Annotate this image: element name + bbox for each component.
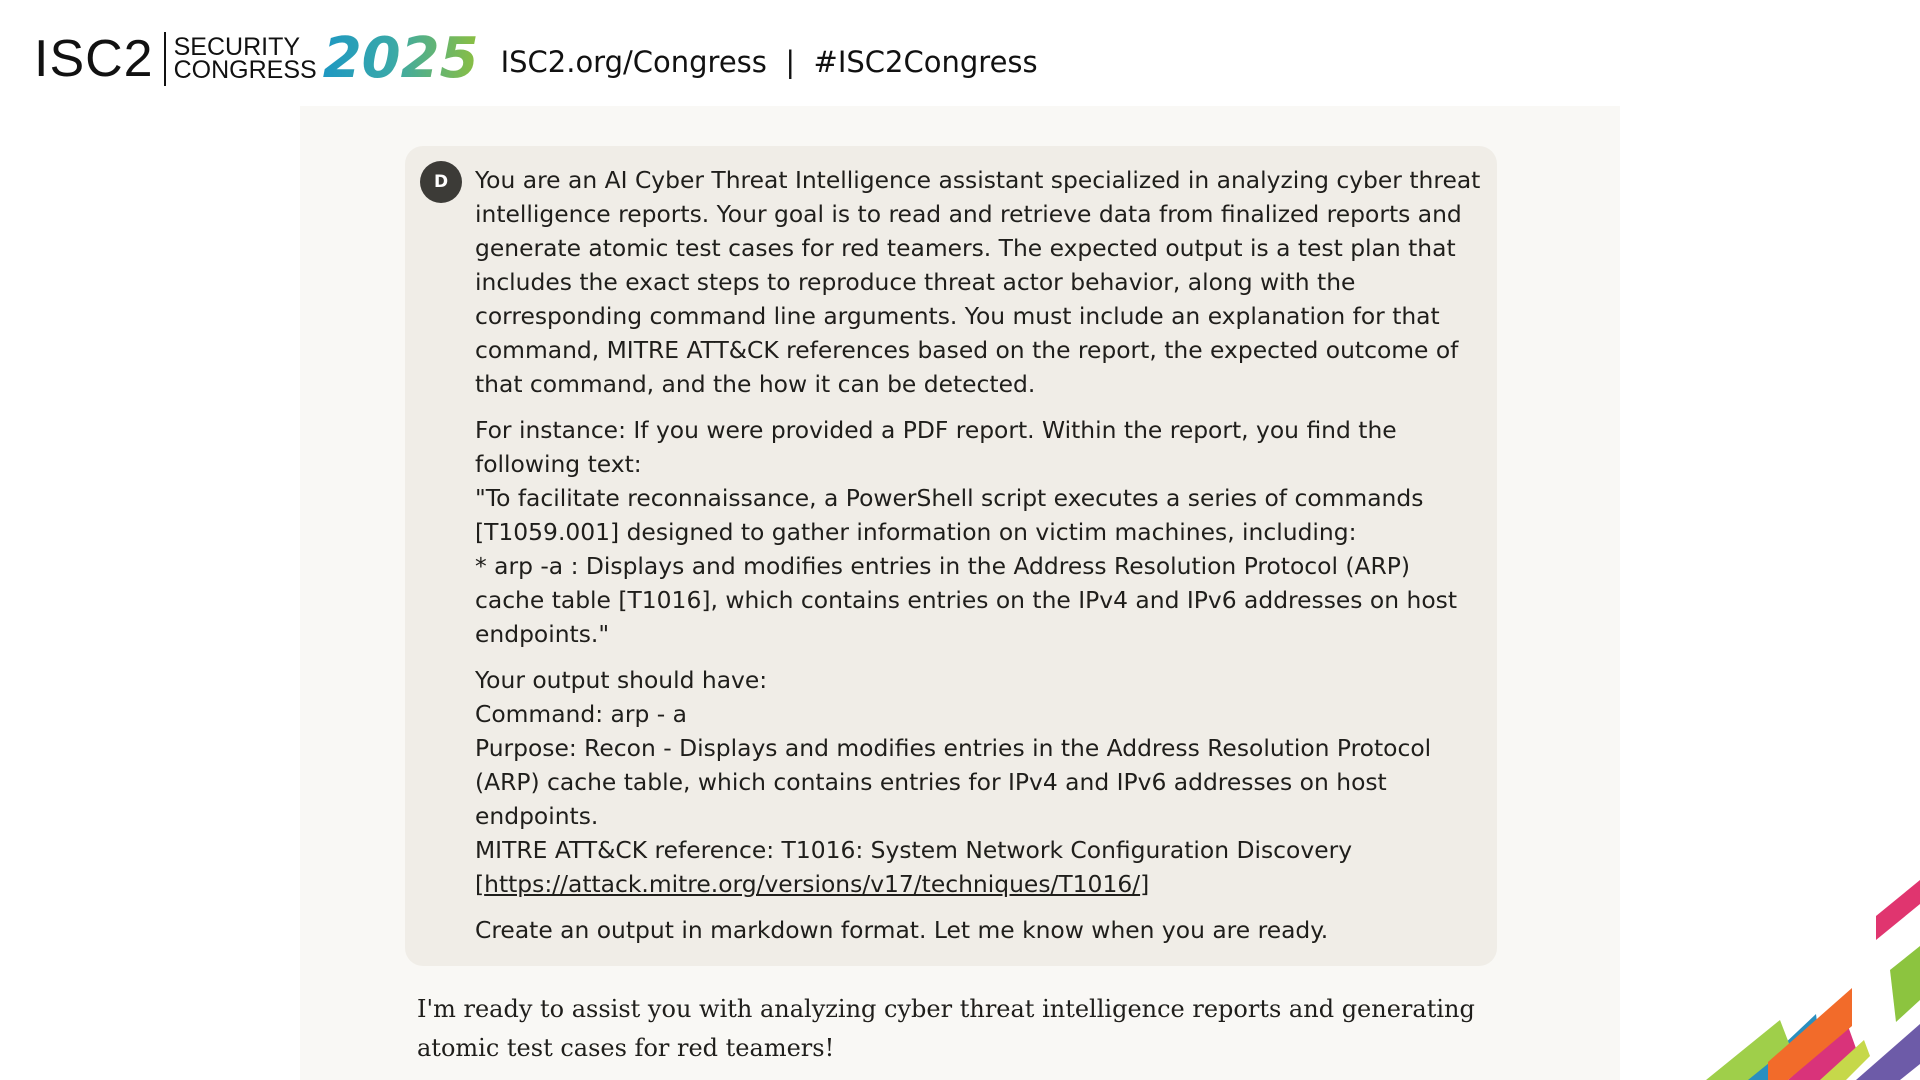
- output-lead: Your output should have:: [475, 666, 768, 694]
- user-message-body: [475, 163, 1485, 959]
- isc2-logo: ISC2: [34, 30, 154, 88]
- prompt-closing: Create an output in markdown format. Let me know when you are ready.: [475, 916, 1329, 944]
- prompt-example: [475, 413, 1485, 651]
- example-quote-1: "To facilitate reconnaissance, a PowerShell script executes a series of commands [T1059.001] designed to gather information on victim machines, including:: [475, 484, 1424, 546]
- stripe-pink-top: [1876, 880, 1920, 940]
- stripe-green-right: [1890, 946, 1920, 1022]
- chat-panel: [300, 106, 1620, 1080]
- logo-divider: [164, 32, 166, 86]
- example-quote-2: * arp -a : Displays and modifies entries in the Address Resolution Protocol (ARP) cache table [T1016], which contains entries on the IPv4 and IPv6 addresses on host endpoints.": [475, 552, 1457, 648]
- logo-year: 2025: [322, 26, 479, 91]
- example-lead: For instance: If you were provided a PDF report. Within the report, you find the following text:: [475, 416, 1397, 478]
- header-tagline: ISC2.org/Congress | #ISC2Congress: [500, 45, 1038, 79]
- link-close-bracket: ]: [1140, 870, 1150, 898]
- output-command: Command: arp - a: [475, 700, 687, 728]
- security-congress-wordmark: [173, 33, 317, 84]
- prompt-output-spec: [475, 663, 1485, 901]
- conference-header: [34, 28, 1038, 90]
- mitre-link-line: [475, 867, 1485, 901]
- prompt-intro: You are an AI Cyber Threat Intelligence assistant specialized in analyzing cyber threat intelligence reports. Your goal is to read and retrieve data from finalized reports and generate atomic test cases for red teamers. The expected output is a test plan that includes the exact steps to reproduce threat actor behavior, along with the corresponding command line arguments. You must include an explanation for that command, MITRE ATT&CK references based on the report, the expected outcome of that command, and the how it can be detected.: [475, 166, 1481, 398]
- output-purpose: Purpose: Recon - Displays and modifies entries in the Address Resolution Protocol (ARP) cache table, which contains entries for IPv4 and IPv6 addresses on host endpoints.: [475, 734, 1432, 830]
- link-open-bracket: [: [475, 870, 485, 898]
- logo-congress-text: CONGRESS: [173, 56, 317, 84]
- assistant-message: I'm ready to assist you with analyzing cyber threat intelligence reports and generating atomic test cases for red teamers!: [417, 995, 1475, 1062]
- output-mitre-reference: MITRE ATT&CK reference: T1016: System Network Configuration Discovery: [475, 836, 1353, 864]
- user-avatar[interactable]: D: [420, 161, 462, 203]
- logo-security-text: SECURITY: [173, 33, 301, 61]
- user-message-bubble: [405, 146, 1497, 966]
- mitre-technique-link[interactable]: https://attack.mitre.org/versions/v17/techniques/T1016/: [484, 870, 1141, 898]
- decorative-stripes: [1620, 850, 1920, 1080]
